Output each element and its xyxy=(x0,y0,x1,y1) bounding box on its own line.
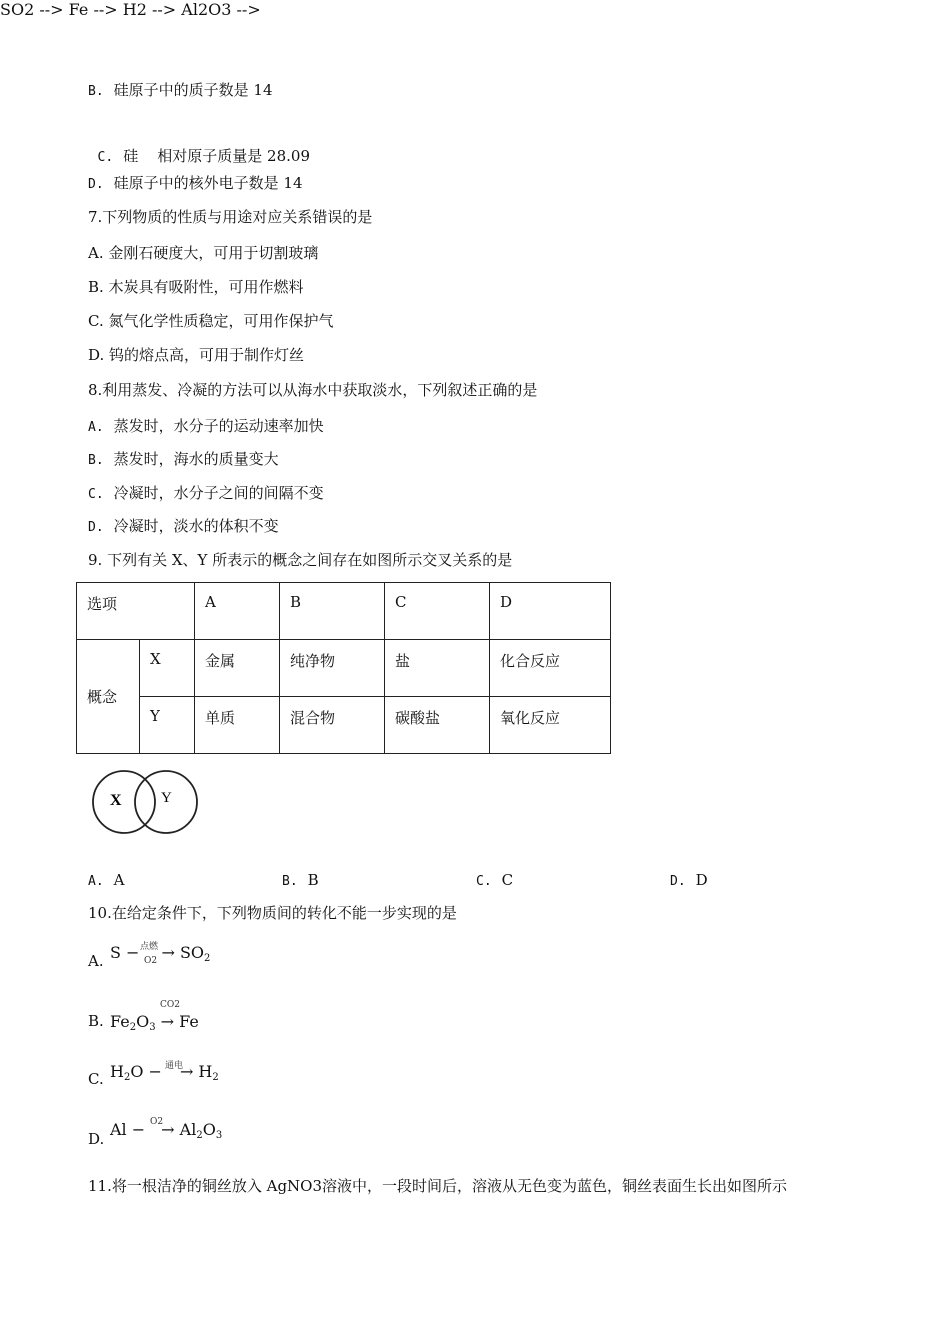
option-label: C. xyxy=(88,1070,104,1088)
table-cell: 纯净物 xyxy=(280,640,385,697)
table-cell: 化合反应 xyxy=(490,640,611,697)
option-text: 硅原子中的质子数是 14 xyxy=(113,81,273,99)
table-header-cell: A xyxy=(195,583,280,640)
table-header-cell: C xyxy=(385,583,490,640)
table-cell: 盐 xyxy=(385,640,490,697)
q11-stem: 11.将一根洁净的铜丝放入 AgNO3溶液中，一段时间后，溶液从无色变为蓝色，铜丝表面生长出如图所示 xyxy=(88,1177,788,1195)
venn-label-x: X xyxy=(110,792,122,809)
q10-option-b xyxy=(88,998,288,1034)
q8-option-c xyxy=(88,483,324,505)
reaction-condition-top: O2 xyxy=(150,1117,164,1127)
option-letter: B. xyxy=(88,84,104,99)
option-letter: C. xyxy=(97,150,114,165)
q10-option-a xyxy=(88,940,288,974)
reaction-condition-top: 通电 xyxy=(165,1061,184,1071)
option-letter: A. xyxy=(88,874,104,889)
q9-answer-c xyxy=(476,870,513,892)
option-text: 冷凝时，水分子之间的间隔不变 xyxy=(113,484,324,502)
reaction-formula: S − → $SO_2$ xyxy=(110,943,211,964)
table-cell: 碳酸盐 xyxy=(385,697,490,754)
q6-option-d xyxy=(88,173,303,195)
venn-diagram xyxy=(88,762,208,842)
reaction-condition-bottom: O2 xyxy=(144,956,158,966)
table-header-cell: B xyxy=(280,583,385,640)
q8-option-d xyxy=(88,516,279,538)
q10-option-c xyxy=(88,1058,288,1092)
option-letter: C. xyxy=(88,487,104,502)
option-letter: D. xyxy=(670,874,686,889)
q9-answer-d xyxy=(670,870,708,892)
q7-option-c: C. 氮气化学性质稳定，可用作保护气 xyxy=(88,312,334,330)
table-header-row xyxy=(77,583,611,640)
table-header-cell: 选项 xyxy=(77,583,195,640)
option-text: 冷凝时，淡水的体积不变 xyxy=(113,517,279,535)
table-row xyxy=(77,697,611,754)
option-text: B xyxy=(307,871,319,889)
table-cell: 单质 xyxy=(195,697,280,754)
table-row-label: 概念 xyxy=(77,640,140,754)
q9-answer-a xyxy=(88,870,125,892)
q9-stem: 9. 下列有关 X、Y 所表示的概念之间存在如图所示交叉关系的是 xyxy=(88,551,513,569)
option-text: D xyxy=(695,871,708,889)
table-cell: 混合物 xyxy=(280,697,385,754)
option-letter: D. xyxy=(88,520,104,535)
concept-table xyxy=(76,582,611,754)
option-text: C xyxy=(501,871,514,889)
q10-stem: 10.在给定条件下，下列物质间的转化不能一步实现的是 xyxy=(88,904,457,922)
reaction-condition-top: CO2 xyxy=(160,1000,180,1010)
q7-option-a: A. 金刚石硬度大，可用于切割玻璃 xyxy=(88,244,319,262)
option-text: 蒸发时，水分子的运动速率加快 xyxy=(113,417,324,435)
q8-option-b xyxy=(88,449,279,471)
option-letter: C. xyxy=(476,874,492,889)
option-text: A xyxy=(113,871,125,889)
q8-stem: 8.利用蒸发、冷凝的方法可以从海水中获取淡水，下列叙述正确的是 xyxy=(88,381,538,399)
table-cell: Y xyxy=(140,697,195,754)
venn-label-y: Y xyxy=(161,790,172,806)
q6-option-c xyxy=(88,126,310,168)
reaction-formula: $Fe_2O_3 \to Fe$ xyxy=(110,1012,199,1033)
q6-option-b xyxy=(88,80,273,102)
q7-option-d: D. 钨的熔点高，可用于制作灯丝 xyxy=(88,346,305,364)
table-cell: 金属 xyxy=(195,640,280,697)
reaction-condition-top: 点燃 xyxy=(140,942,159,952)
option-text: 蒸发时，海水的质量变大 xyxy=(113,450,279,468)
q9-answer-b xyxy=(282,870,319,892)
option-letter: B. xyxy=(88,453,104,468)
reaction-formula: $H_2O$ − → $H_2$ xyxy=(110,1062,219,1083)
option-text: 硅原子中的核外电子数是 14 xyxy=(113,174,303,192)
table-header-cell: D xyxy=(490,583,611,640)
option-letter: B. xyxy=(282,874,298,889)
option-label: D. xyxy=(88,1130,105,1148)
option-label: B. xyxy=(88,1012,104,1030)
option-label: A. xyxy=(88,952,104,970)
q7-option-b: B. 木炭具有吸附性，可用作燃料 xyxy=(88,278,304,296)
option-text: 硅 相对原子质量是 28.09 xyxy=(123,147,310,165)
q8-option-a xyxy=(88,416,324,438)
option-letter: D. xyxy=(88,177,104,192)
q7-stem: 7.下列物质的性质与用途对应关系错误的是 xyxy=(88,208,373,226)
venn-circle-x xyxy=(93,771,155,833)
table-row xyxy=(77,640,611,697)
option-letter: A. xyxy=(88,420,104,435)
table-cell: X xyxy=(140,640,195,697)
table-cell: 氧化反应 xyxy=(490,697,611,754)
reaction-formula: Al − → $Al_2O_3$ xyxy=(110,1120,223,1141)
q10-option-d xyxy=(88,1117,288,1151)
